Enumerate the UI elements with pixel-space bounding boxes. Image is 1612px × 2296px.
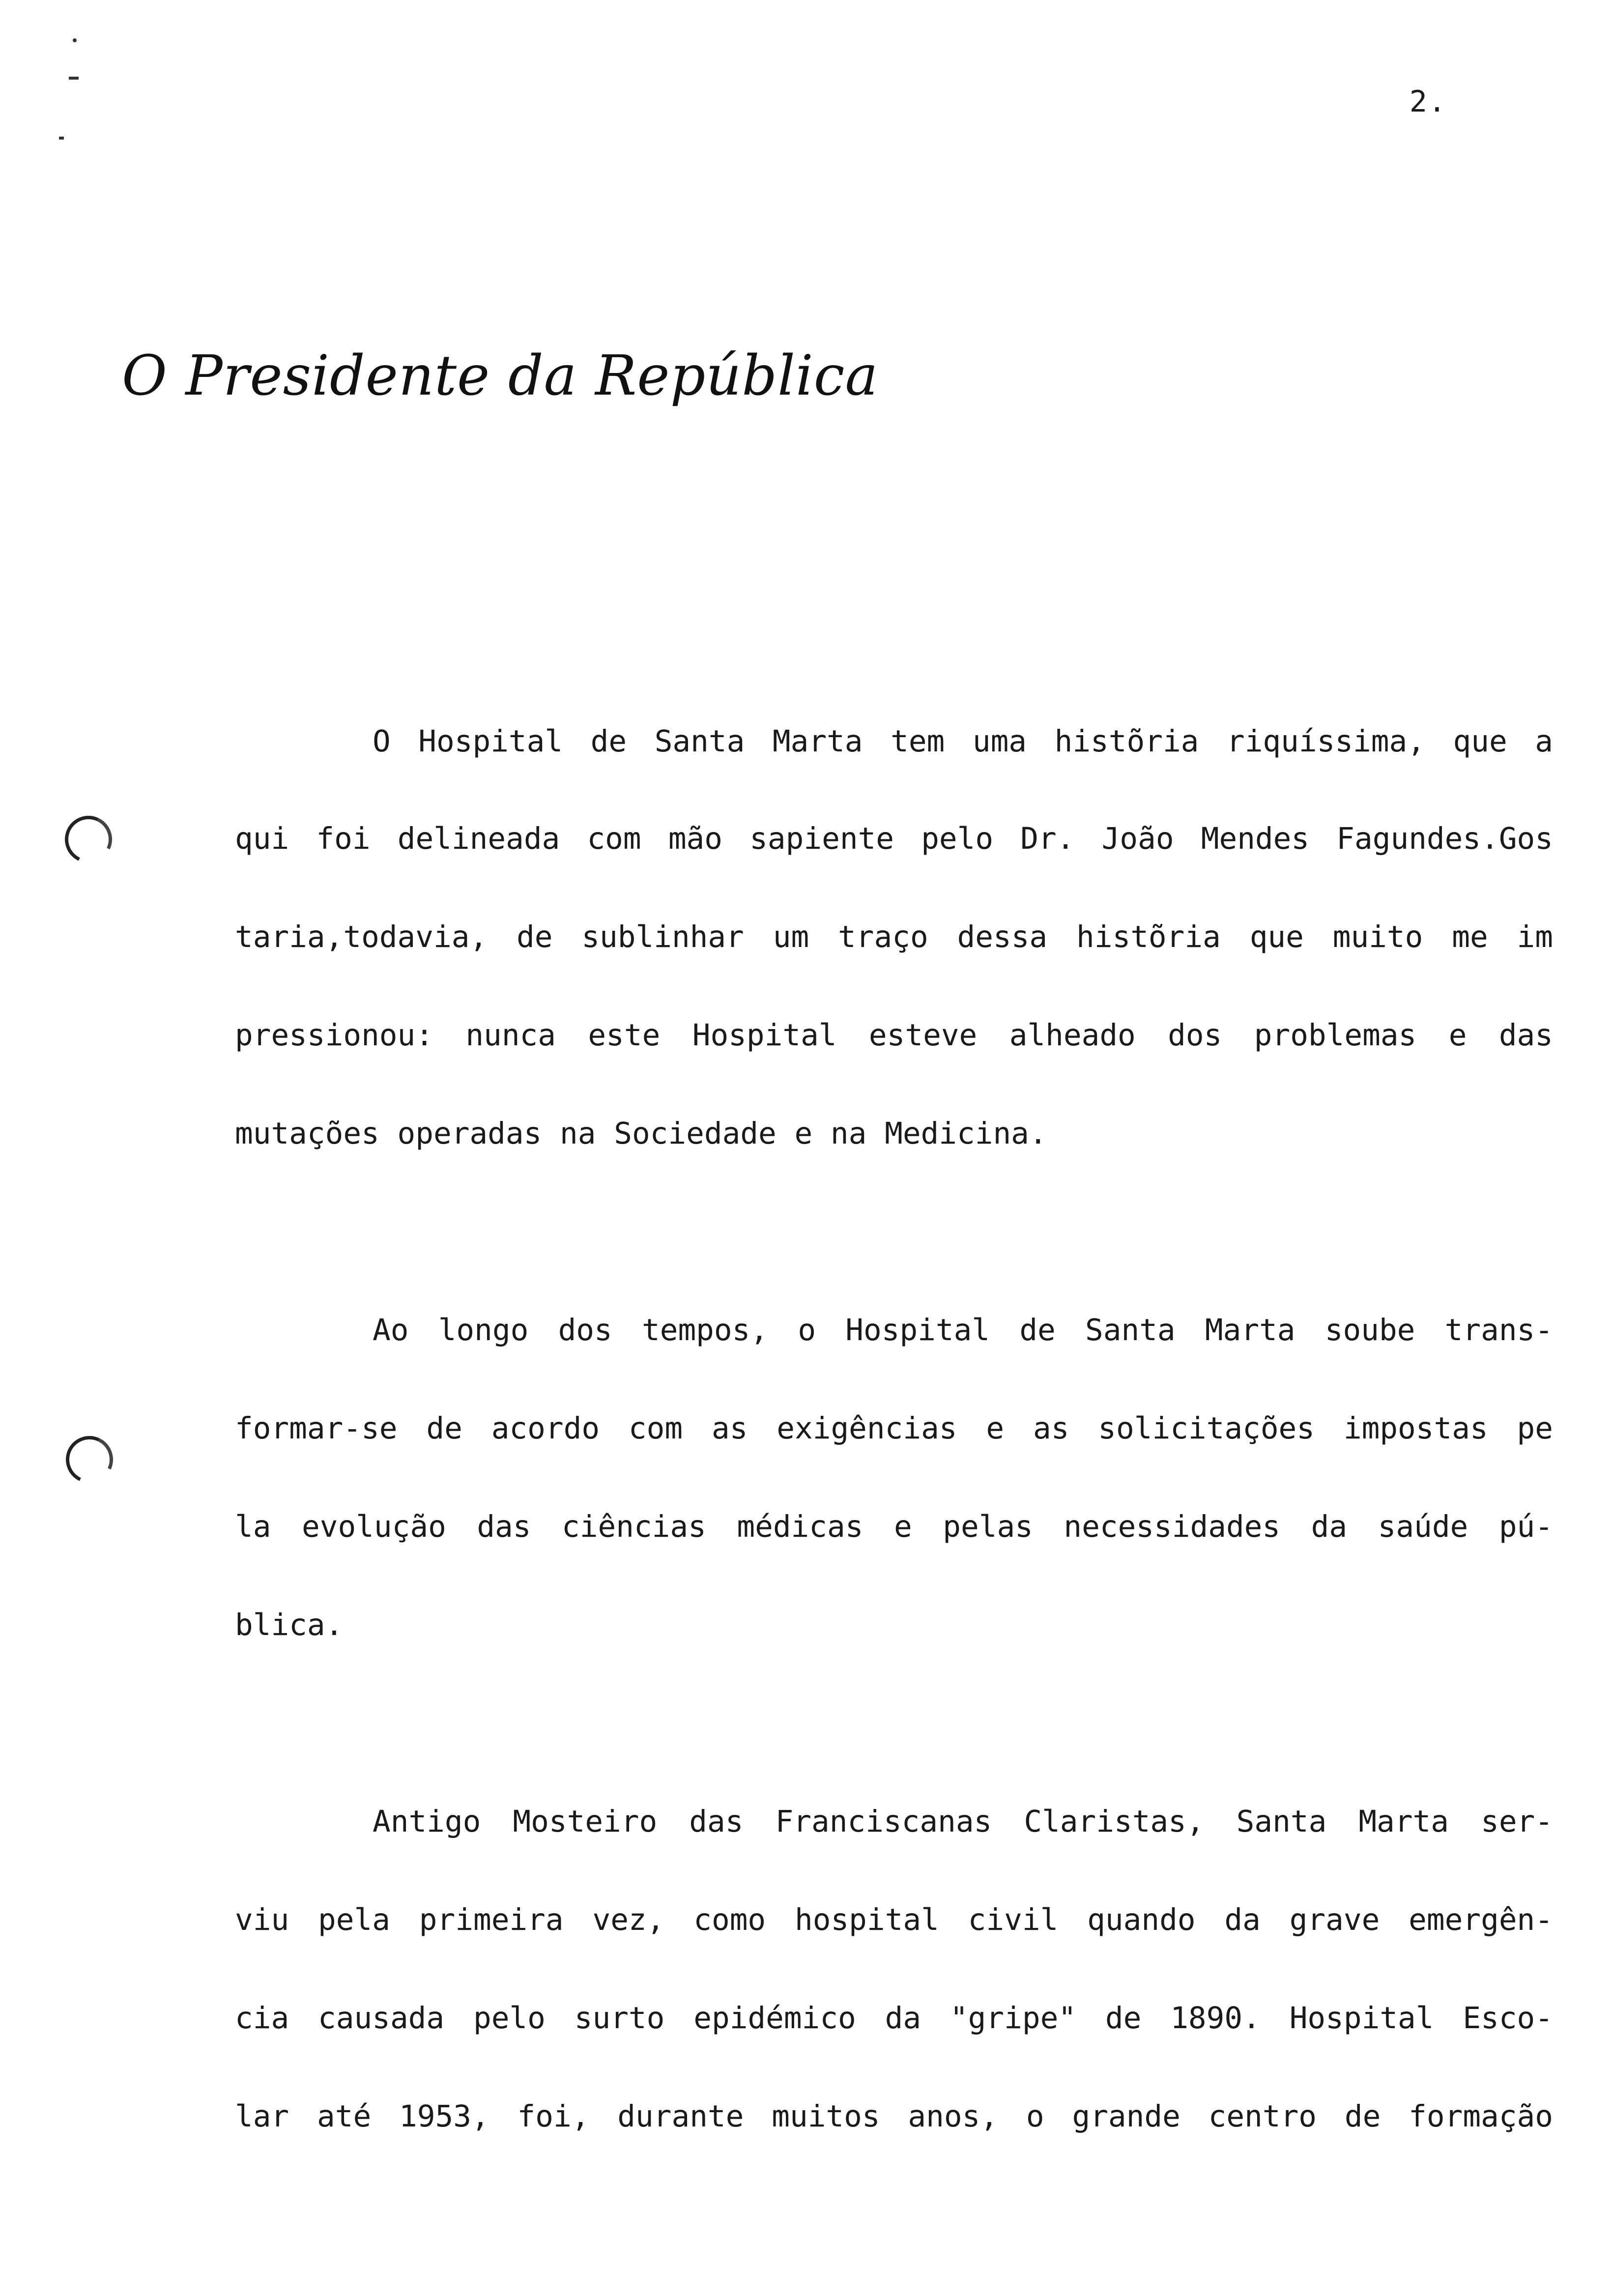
paragraph-1-line-2: qui foi delineada com mão sapiente pelo Dr. João Mendes Fagundes.Gos — [235, 821, 1553, 856]
paragraph-1-line-4: pressionou: nunca este Hospital esteve alheado dos problemas e das — [235, 1018, 1553, 1053]
punch-hole-mark — [59, 1429, 119, 1490]
paragraph-2-line-2: formar-se de acordo com as exigências e as solicitações impostas pe — [235, 1411, 1553, 1446]
paragraph-2-line-3: la evolução das ciências médicas e pelas necessidades da saúde pú- — [235, 1509, 1553, 1544]
paragraph-2-line-1: Ao longo dos tempos, o Hospital de Santa Marta soube trans- — [373, 1313, 1553, 1348]
scan-artifact-mark — [59, 137, 64, 140]
letterhead-signature: O Presidente da República — [122, 344, 879, 408]
paragraph-3-line-1: Antigo Mosteiro das Franciscanas Claristas, Santa Marta ser- — [373, 1804, 1553, 1839]
paragraph-3-line-4: lar até 1953, foi, durante muitos anos, o grande centro de formação — [235, 2099, 1553, 2134]
punch-hole-mark — [58, 809, 118, 869]
paragraph-2-line-4: blica. — [235, 1607, 344, 1642]
paragraph-3-line-2: viu pela primeira vez, como hospital civil quando da grave emergên- — [235, 1902, 1553, 1937]
paragraph-3-line-3: cia causada pelo surto epidémico da "gripe" de 1890. Hospital Esco- — [235, 2001, 1553, 2036]
scan-artifact-mark — [69, 77, 79, 80]
paragraph-1-line-1: O Hospital de Santa Marta tem uma histõria riquíssima, que a — [373, 724, 1553, 759]
scan-artifact-mark — [73, 38, 77, 42]
paragraph-1-line-3: taria,todavia, de sublinhar um traço dessa histõria que muito me im — [235, 919, 1553, 954]
page-number: 2. — [1409, 85, 1447, 119]
paragraph-1-line-5: mutações operadas na Sociedade e na Medicina. — [235, 1116, 1047, 1151]
